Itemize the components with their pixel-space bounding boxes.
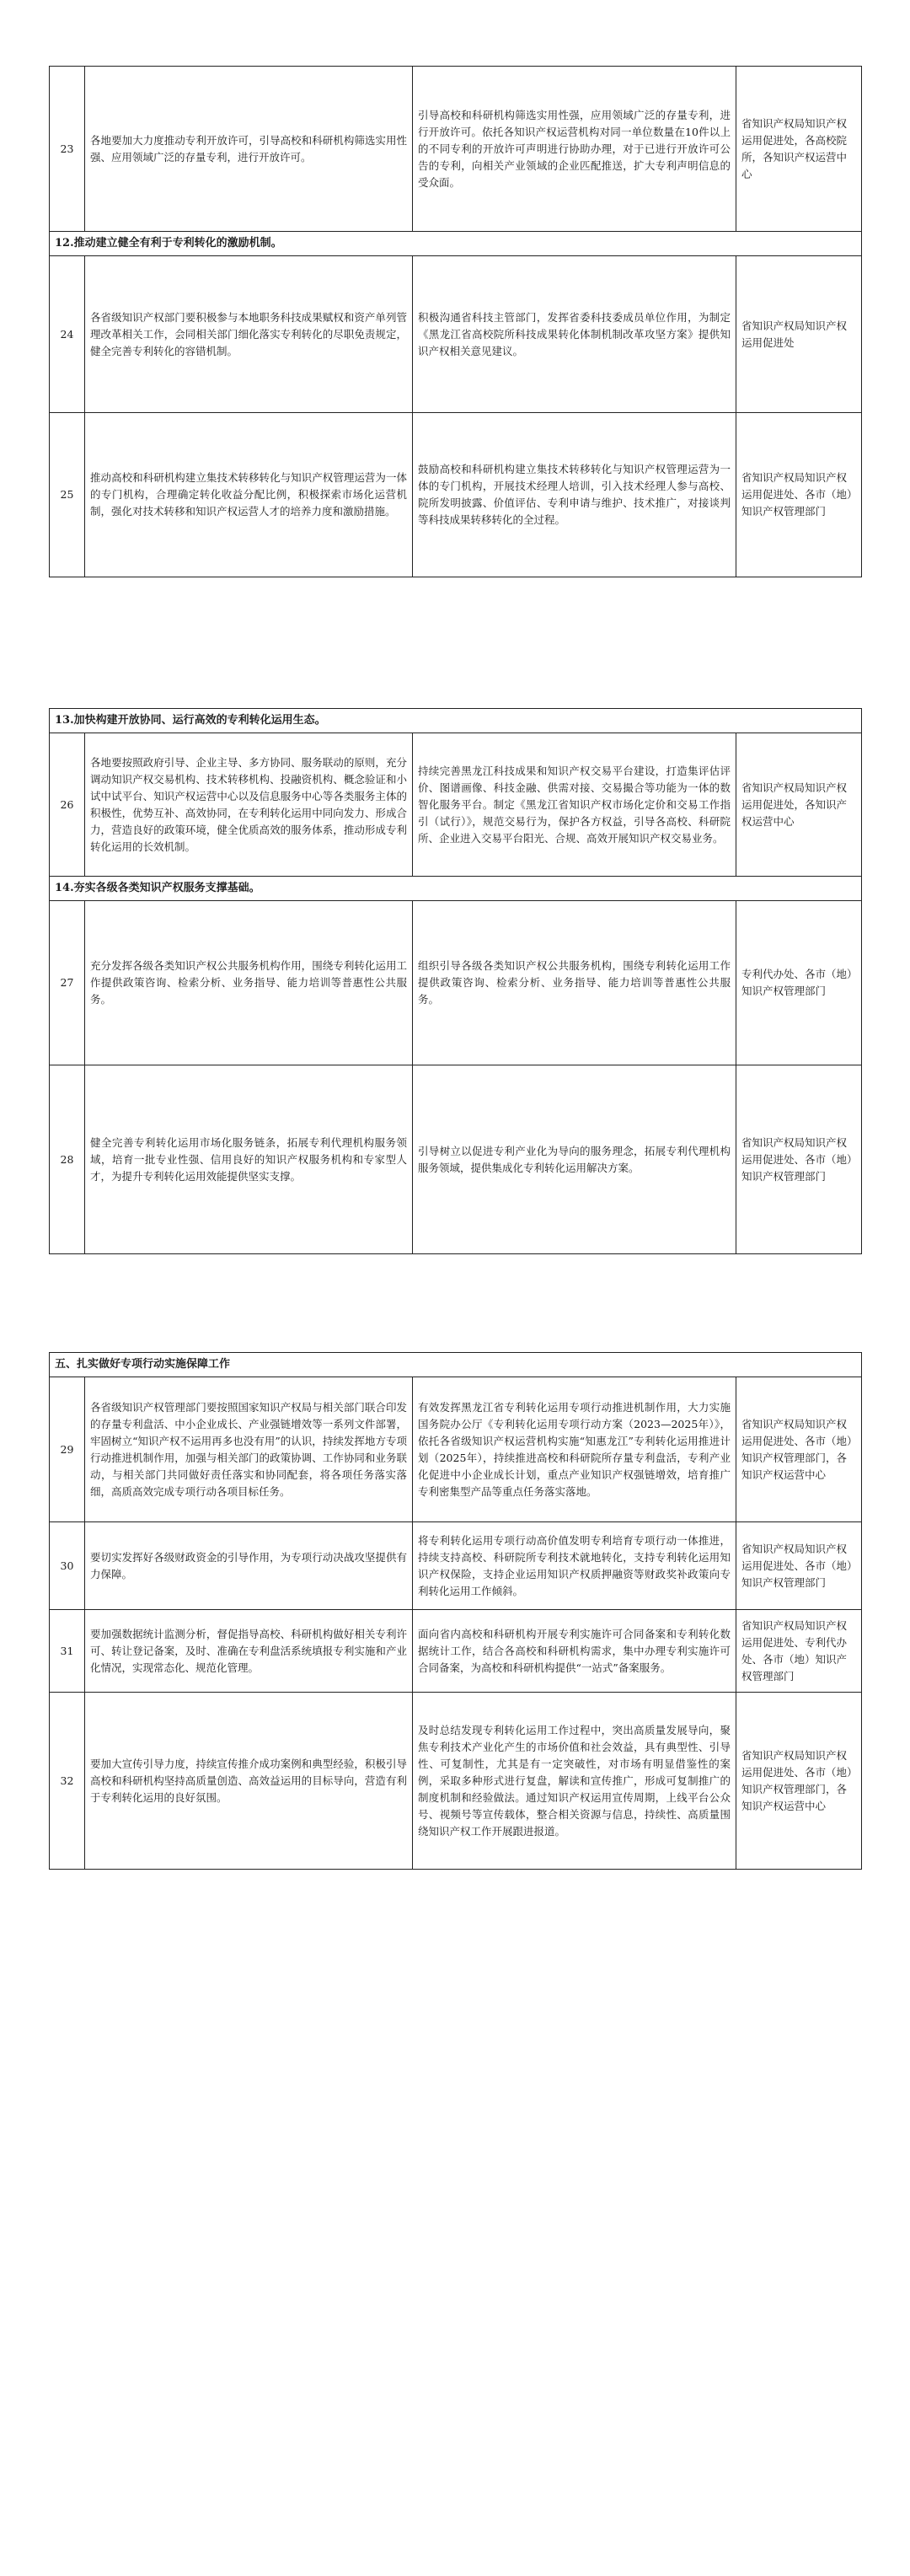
task-cell: 各省级知识产权管理部门要按照国家知识产权局与相关部门联合印发的存量专利盘活、中小企业成长、产业强链增效等一系列文件部署，牢固树立“知识产权不运用再多也没有用”的认识，持续发挥地方专项行动推进机制作用，加强与相关部门的政策协调、工作协同和业务联动，与相关部门共同做好责任落实和协同配套，将各项任务落实落细，高质高效完成专项行动各项目标任务。 <box>85 1377 413 1522</box>
section-heading: 13.加快构建开放协同、运行高效的专利转化运用生态。 <box>50 709 862 733</box>
measures-table-part1 <box>49 66 862 577</box>
row-number: 24 <box>50 256 85 413</box>
task-cell: 充分发挥各级各类知识产权公共服务机构作用，围绕专利转化运用工作提供政策咨询、检索分析、业务指导、能力培训等普惠性公共服务。 <box>85 901 413 1065</box>
measure-cell: 面向省内高校和科研机构开展专利实施许可合同备案和专利转化数据统计工作，结合各高校和科研机构需求，集中办理专利实施许可合同备案，为高校和科研机构提供“一站式”备案服务。 <box>413 1610 736 1693</box>
measures-table-part2 <box>49 708 862 1254</box>
measure-cell: 有效发挥黑龙江省专利转化运用专项行动推进机制作用，大力实施国务院办公厅《专利转化运用专项行动方案（2023—2025年）》，依托各省级知识产权运营机构实施“知惠龙江”专利转化运用推进计划（2025年），持续推进高校和科研院所存量专利盘活，专利产业化促进中小企业成长计划，重点产业知识产权强链增效，培育推广专利密集型产品等重点任务落实落地。 <box>413 1377 736 1522</box>
table-row <box>50 1065 862 1254</box>
section-heading-row <box>50 709 862 733</box>
section-heading: 14.夯实各级各类知识产权服务支撑基础。 <box>50 877 862 901</box>
department-cell: 省知识产权局知识产权运用促进处、各市（地）知识产权管理部门 <box>736 1522 862 1610</box>
row-number: 26 <box>50 733 85 877</box>
task-cell: 各地要加大力度推动专利开放许可，引导高校和科研机构筛选实用性强、应用领域广泛的存量专利，进行开放许可。 <box>85 67 413 232</box>
department-cell: 省知识产权局知识产权运用促进处 <box>736 256 862 413</box>
table-row <box>50 1522 862 1610</box>
task-cell: 要切实发挥好各级财政资金的引导作用，为专项行动决战攻坚提供有力保障。 <box>85 1522 413 1610</box>
section-heading-row <box>50 232 862 256</box>
row-number: 32 <box>50 1693 85 1870</box>
measure-cell: 引导树立以促进专利产业化为导向的服务理念，拓展专利代理机构服务领域，提供集成化专利转化运用解决方案。 <box>413 1065 736 1254</box>
measure-cell: 积极沟通省科技主管部门，发挥省委科技委成员单位作用，为制定《黑龙江省高校院所科技成果转化体制机制改革攻坚方案》提供知识产权相关意见建议。 <box>413 256 736 413</box>
table-row <box>50 733 862 877</box>
section-heading-row <box>50 877 862 901</box>
department-cell: 省知识产权局知识产权运用促进处、各市（地）知识产权管理部门，各知识产权运营中心 <box>736 1693 862 1870</box>
task-cell: 要加大宣传引导力度，持续宣传推介成功案例和典型经验，积极引导高校和科研机构坚持高质量创造、高效益运用的目标导向，营造有利于专利转化运用的良好氛围。 <box>85 1693 413 1870</box>
task-cell: 各省级知识产权部门要积极参与本地职务科技成果赋权和资产单列管理改革相关工作，会同相关部门细化落实专利转化的尽职免责规定，健全完善专利转化的容错机制。 <box>85 256 413 413</box>
measure-cell: 及时总结发现专利转化运用工作过程中，突出高质量发展导向，聚焦专利技术产业化产生的市场价值和社会效益，具有典型性、引导性、可复制性，尤其是有一定突破性，对市场有明显借鉴性的案例，采取多种形式进行复盘，解读和宣传推广，形成可复制推广的制度机制和经验做法。通过知识产权运用宣传周期，上线平台公众号、视频号等宣传载体，整合相关资源与信息，持续性、高质量围绕知识产权工作开展跟进报道。 <box>413 1693 736 1870</box>
table-row <box>50 67 862 232</box>
task-cell: 健全完善专利转化运用市场化服务链条，拓展专利代理机构服务领域，培育一批专业性强、信用良好的知识产权服务机构和专家型人才，为提升专利转化运用效能提供坚实支撑。 <box>85 1065 413 1254</box>
row-number: 27 <box>50 901 85 1065</box>
section-heading: 五、扎实做好专项行动实施保障工作 <box>50 1353 862 1377</box>
measure-cell: 将专利转化运用专项行动高价值发明专利培育专项行动一体推进，持续支持高校、科研院所专利技术就地转化，支持专利转化运用知识产权保险，支持企业运用知识产权质押融资等财政奖补政策向专利转化运用工作倾斜。 <box>413 1522 736 1610</box>
department-cell: 省知识产权局知识产权运用促进处，各知识产权运营中心 <box>736 733 862 877</box>
table-row <box>50 1610 862 1693</box>
section-heading-row <box>50 1353 862 1377</box>
measure-cell: 组织引导各级各类知识产权公共服务机构，围绕专利转化运用工作提供政策咨询、检索分析、业务指导、能力培训等普惠性公共服务。 <box>413 901 736 1065</box>
row-number: 25 <box>50 413 85 577</box>
row-number: 30 <box>50 1522 85 1610</box>
row-number: 31 <box>50 1610 85 1693</box>
task-cell: 推动高校和科研机构建立集技术转移转化与知识产权管理运营为一体的专门机构，合理确定转化收益分配比例，积极探索市场化运营机制，强化对技术转移和知识产权运营人才的培养力度和激励措施。 <box>85 413 413 577</box>
measure-cell: 鼓励高校和科研机构建立集技术转移转化与知识产权管理运营为一体的专门机构，开展技术经理人培训，引入技术经理人参与高校、院所发明披露、价值评估、专利申请与维护、技术推广，对接谈判等科技成果转移转化的全过程。 <box>413 413 736 577</box>
department-cell: 专利代办处、各市（地）知识产权管理部门 <box>736 901 862 1065</box>
table-row <box>50 1377 862 1522</box>
row-number: 28 <box>50 1065 85 1254</box>
row-number: 23 <box>50 67 85 232</box>
table-row <box>50 901 862 1065</box>
table-row <box>50 413 862 577</box>
measure-cell: 引导高校和科研机构筛选实用性强，应用领域广泛的存量专利，进行开放许可。依托各知识产权运营机构对同一单位数量在10件以上的不同专利的开放许可声明进行协助办理，对于已进行开放许可公告的专利，向相关产业领域的企业匹配推送，扩大专利声明信息的受众面。 <box>413 67 736 232</box>
section-heading: 12.推动建立健全有利于专利转化的激励机制。 <box>50 232 862 256</box>
table-row <box>50 256 862 413</box>
task-cell: 要加强数据统计监测分析，督促指导高校、科研机构做好相关专利许可、转让登记备案，及时、准确在专利盘活系统填报专利实施和产业化情况，实现常态化、规范化管理。 <box>85 1610 413 1693</box>
department-cell: 省知识产权局知识产权运用促进处、各市（地）知识产权管理部门 <box>736 1065 862 1254</box>
department-cell: 省知识产权局知识产权运用促进处，各高校院所，各知识产权运营中心 <box>736 67 862 232</box>
row-number: 29 <box>50 1377 85 1522</box>
task-cell: 各地要按照政府引导、企业主导、多方协同、服务联动的原则，充分调动知识产权交易机构、技术转移机构、投融资机构、概念验证和小试中试平台、知识产权运营中心以及信息服务中心等各类服务主体的积极性，优势互补、高效协同，在专利转化运用中同向发力、形成合力，营造良好的政策环境，健全优质高效的服务体系，推动形成专利转化运用的长效机制。 <box>85 733 413 877</box>
measures-table-part3 <box>49 1352 862 1870</box>
department-cell: 省知识产权局知识产权运用促进处、各市（地）知识产权管理部门 <box>736 413 862 577</box>
measure-cell: 持续完善黑龙江科技成果和知识产权交易平台建设，打造集评估评价、图谱画像、科技金融、供需对接、交易撮合等功能为一体的数智化服务平台。制定《黑龙江省知识产权市场化定价和交易工作指引（试行）》，规范交易行为，保护各方权益，引导各高校、科研院所、企业进入交易平台阳光、合规、高效开展知识产权交易业务。 <box>413 733 736 877</box>
table-row <box>50 1693 862 1870</box>
department-cell: 省知识产权局知识产权运用促进处、专利代办处、各市（地）知识产权管理部门 <box>736 1610 862 1693</box>
department-cell: 省知识产权局知识产权运用促进处、各市（地）知识产权管理部门，各知识产权运营中心 <box>736 1377 862 1522</box>
